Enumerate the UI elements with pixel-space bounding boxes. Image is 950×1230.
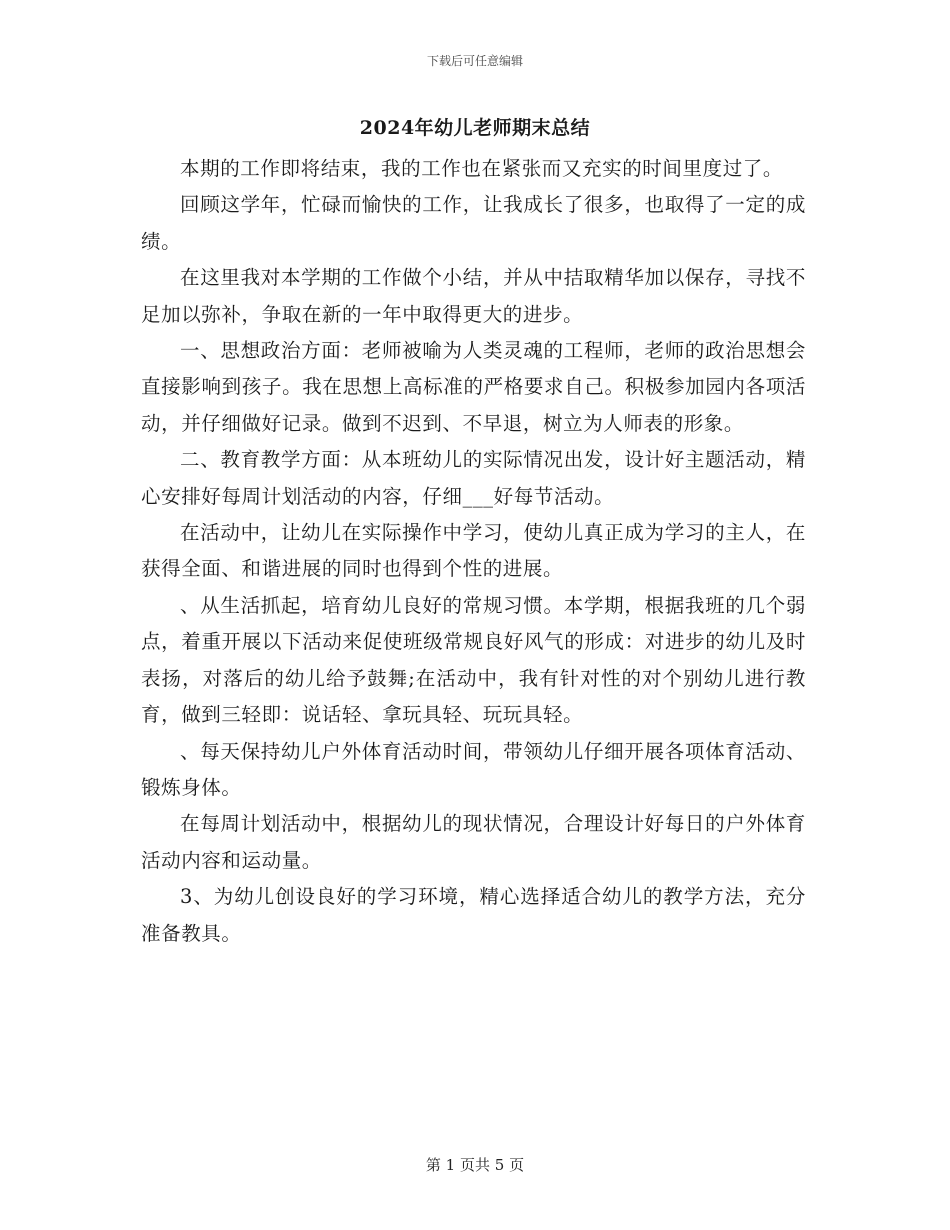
paragraph: 在活动中，让幼儿在实际操作中学习，使幼儿真正成为学习的主人，在获得全面、和谐进展的同时也得到个性的进展。 [141, 521, 806, 581]
document-title: 2024年幼儿老师期末总结 [359, 117, 591, 139]
page-indicator: 第 1 页共 5 页 [425, 1156, 525, 1174]
paragraph: 回顾这学年，忙碌而愉快的工作，让我成长了很多，也取得了一定的成绩。 [141, 193, 806, 253]
paragraph: 在每周计划活动中，根据幼儿的现状情况，合理设计好每日的户外体育活动内容和运动量。 [141, 812, 806, 872]
header-note: 下载后可任意编辑 [426, 54, 523, 68]
paragraph: 本期的工作即将结束，我的工作也在紧张而又充实的时间里度过了。 [180, 157, 784, 180]
document-body [141, 151, 806, 952]
paragraph: 、每天保持幼儿户外体育活动时间，带领幼儿仔细开展各项体育活动、锻炼身体。 [141, 739, 806, 799]
paragraph: 二、教育教学方面：从本班幼儿的实际情况出发，设计好主题活动，精心安排好每周计划活动的内容，仔细___好每节活动。 [141, 448, 806, 508]
paragraph: 一、思想政治方面：老师被喻为人类灵魂的工程师，老师的政治思想会直接影响到孩子。我在思想上高标准的严格要求自己。积极参加园内各项活动，并仔细做好记录。做到不迟到、不早退，树立为人师表的形象。 [141, 339, 806, 435]
paragraph: 、从生活抓起，培育幼儿良好的常规习惯。本学期，根据我班的几个弱点，着重开展以下活动来促使班级常规良好风气的形成：对进步的幼儿及时表扬，对落后的幼儿给予鼓舞;在活动中，我有针对性的对个别幼儿进行教育，做到三轻即：说话轻、拿玩具轻、玩玩具轻。 [141, 593, 806, 727]
paragraph: 在这里我对本学期的工作做个小结，并从中拮取精华加以保存，寻找不足加以弥补，争取在新的一年中取得更大的进步。 [141, 266, 806, 326]
paragraph: 3、为幼儿创设良好的学习环境，精心选择适合幼儿的教学方法，充分准备教具。 [141, 885, 806, 945]
